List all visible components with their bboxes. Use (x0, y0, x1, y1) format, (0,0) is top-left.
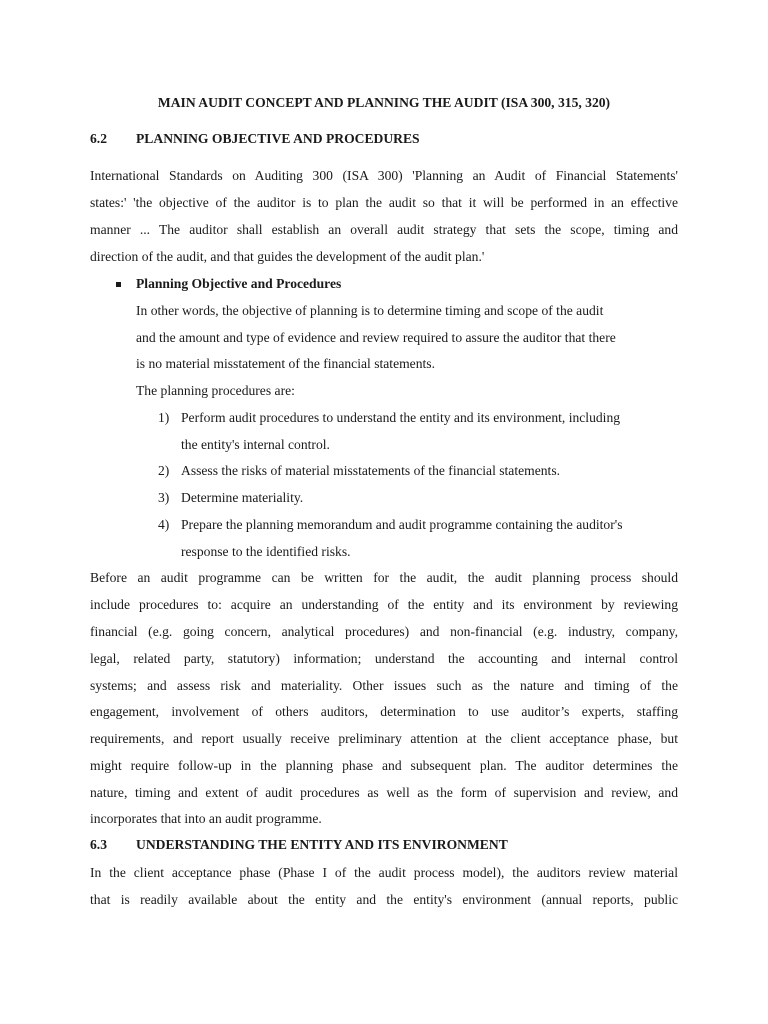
list-number: 2) (158, 463, 170, 478)
paragraph-line: financial (e.g. going concern, analytical procedures) and non-financial (e.g. industry, company, (90, 624, 678, 639)
paragraph-line: incorporates that into an audit programme. (90, 811, 322, 826)
paragraph-line: direction of the audit, and that guides the development of the audit plan.' (90, 249, 485, 264)
paragraph-line: Before an audit programme can be written for the audit, the audit planning process should (90, 570, 678, 585)
section-number: 6.3 (90, 837, 107, 852)
bullet-heading: Planning Objective and Procedures (136, 276, 342, 291)
paragraph-line: engagement, involvement of others auditors, determination to use auditor’s experts, staffing (90, 704, 678, 719)
paragraph-line: include procedures to: acquire an understanding of the entity and its environment by reviewing (90, 597, 678, 612)
paragraph-line: International Standards on Auditing 300 (ISA 300) 'Planning an Audit of Financial Statements' (90, 168, 678, 183)
paragraph-line: and the amount and type of evidence and review required to assure the auditor that there (136, 330, 616, 345)
list-number: 1) (158, 410, 170, 425)
list-number: 3) (158, 490, 170, 505)
paragraph-line: systems; and assess risk and materiality. Other issues such as the nature and timing of the (90, 678, 678, 693)
paragraph-line: might require follow-up in the planning phase and subsequent plan. The auditor determines the (90, 758, 678, 773)
paragraph-line: In other words, the objective of planning is to determine timing and scope of the audit (136, 303, 604, 318)
paragraph-line: states:' 'the objective of the auditor is to plan the audit so that it will be performed in an effective (90, 195, 678, 210)
bullet-icon (116, 282, 121, 287)
paragraph-line: legal, related party, statutory) information; understand the accounting and internal control (90, 651, 678, 666)
document-title: MAIN AUDIT CONCEPT AND PLANNING THE AUDIT (ISA 300, 315, 320) (157, 95, 611, 110)
list-item: response to the identified risks. (181, 544, 351, 559)
paragraph-line: nature, timing and extent of audit procedures as well as the form of supervision and review, and (90, 785, 678, 800)
paragraph-line: requirements, and report usually receive preliminary attention at the client acceptance phase, but (90, 731, 678, 746)
section-number: 6.2 (90, 131, 107, 146)
list-number: 4) (158, 517, 170, 532)
paragraph-line: The planning procedures are: (136, 383, 295, 398)
paragraph-line: is no material misstatement of the financial statements. (136, 356, 435, 371)
list-item: the entity's internal control. (181, 437, 330, 452)
section-heading: PLANNING OBJECTIVE AND PROCEDURES (136, 131, 420, 146)
list-item: Assess the risks of material misstatements of the financial statements. (181, 463, 561, 478)
list-item: Prepare the planning memorandum and audit programme containing the auditor's (181, 517, 623, 532)
list-item: Determine materiality. (181, 490, 304, 505)
paragraph-line: manner ... The auditor shall establish an overall audit strategy that sets the scope, timing and (90, 222, 678, 237)
paragraph-line: that is readily available about the entity and the entity's environment (annual reports, public (90, 892, 678, 907)
paragraph-line: In the client acceptance phase (Phase I of the audit process model), the auditors review material (90, 865, 678, 880)
list-item: Perform audit procedures to understand the entity and its environment, including (181, 410, 621, 425)
section-heading: UNDERSTANDING THE ENTITY AND ITS ENVIRONMENT (136, 837, 508, 852)
